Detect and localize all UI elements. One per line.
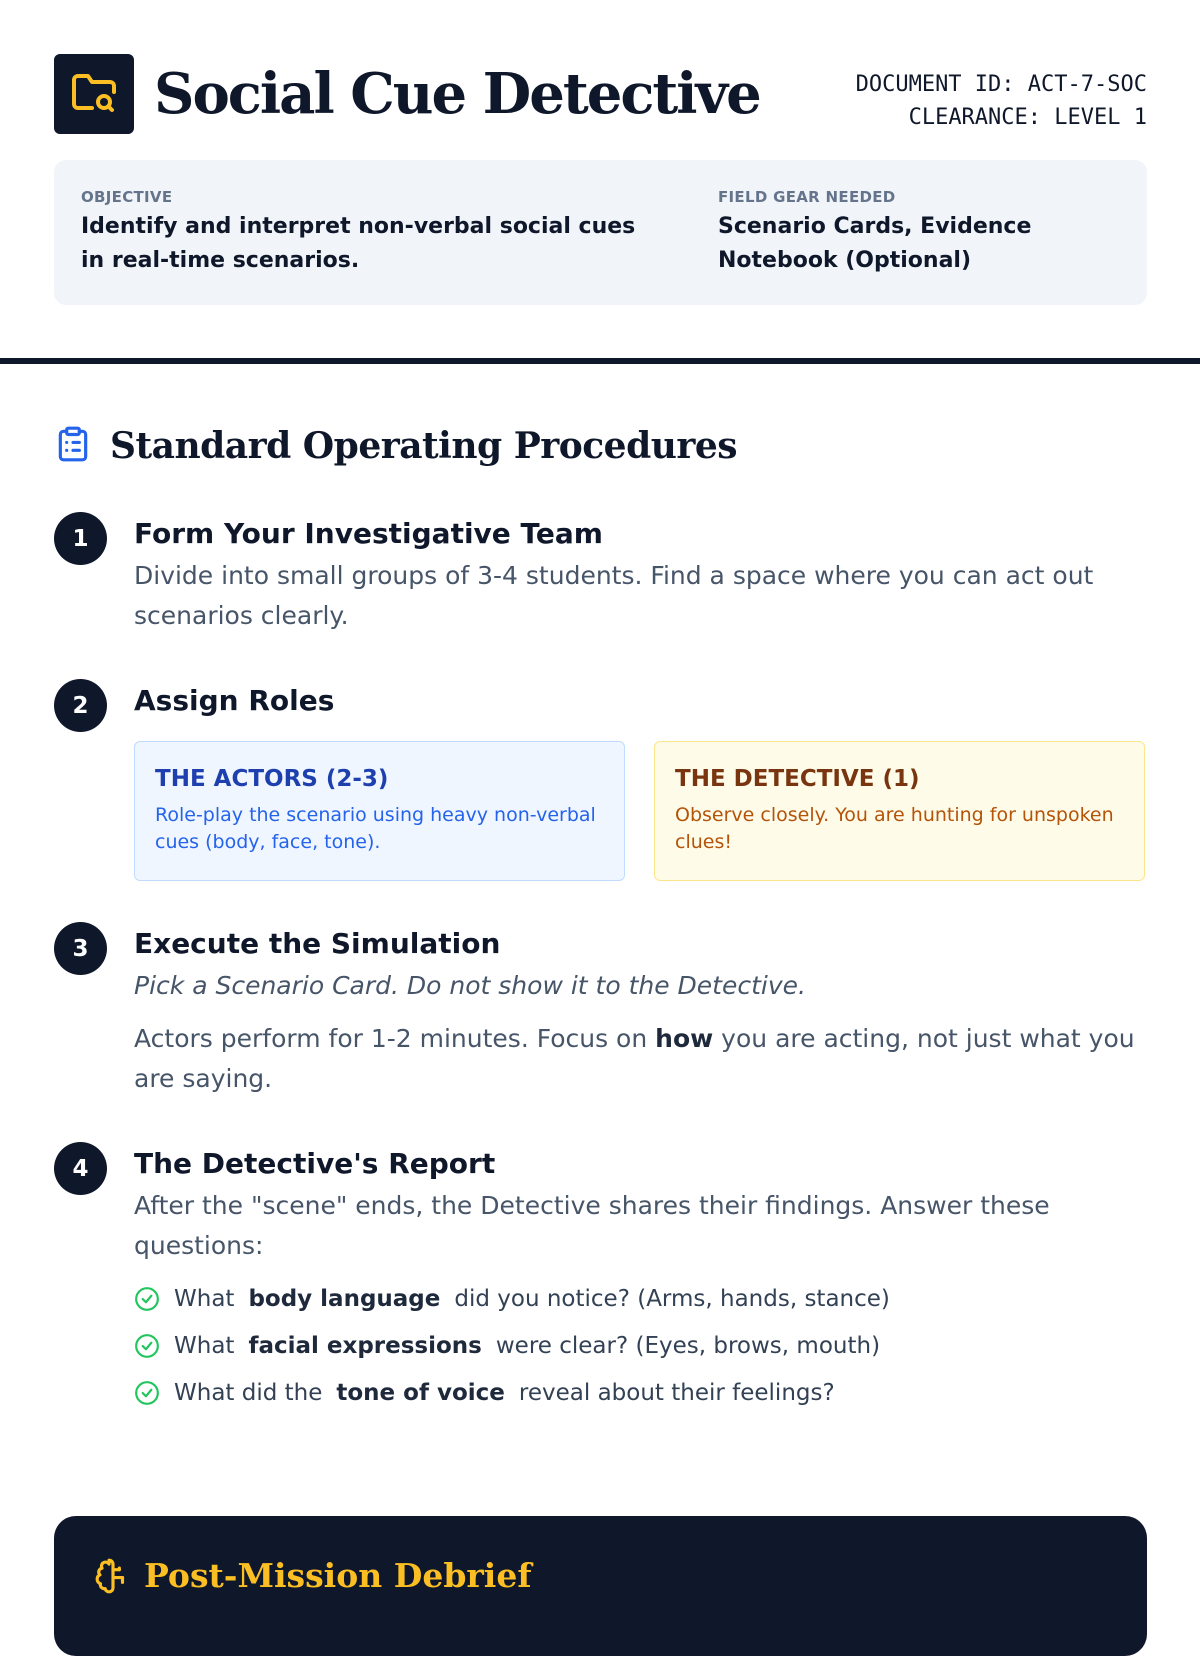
clearance-level: CLEARANCE: LEVEL 1	[908, 105, 1147, 130]
document-meta	[856, 68, 1147, 134]
debrief-title: Post-Mission Debrief	[144, 1556, 532, 1595]
page-title: Social Cue Detective	[154, 61, 760, 127]
step-heading: Assign Roles	[134, 684, 335, 717]
role-card-actors	[134, 741, 625, 881]
step-text: Divide into small groups of 3-4 students. Find a space where you can act out scenarios clearly.	[134, 561, 1094, 630]
document-header	[54, 54, 1147, 134]
document-id: DOCUMENT ID: ACT-7-SOC	[855, 72, 1147, 97]
role-description: Role-play the scenario using heavy non-verbal cues (body, face, tone).	[155, 804, 596, 853]
mission-info-box	[54, 160, 1147, 305]
step-heading: The Detective's Report	[134, 1147, 496, 1180]
objective-label: OBJECTIVE	[81, 188, 173, 206]
step-number: 1	[54, 512, 107, 565]
brain-icon	[94, 1557, 132, 1595]
procedures-heading	[54, 418, 737, 474]
role-description: Observe closely. You are hunting for unspoken clues!	[675, 804, 1114, 853]
step-heading: Form Your Investigative Team	[134, 517, 603, 550]
objective-section	[81, 188, 641, 278]
debrief-panel	[54, 1516, 1147, 1656]
field-gear-text: Scenario Cards, Evidence Notebook (Optional)	[718, 214, 1032, 273]
check-circle-icon	[134, 1333, 160, 1359]
role-title: THE ACTORS (2-3)	[155, 766, 389, 792]
report-question: What body language did you notice? (Arms, hands, stance)	[134, 1279, 890, 1319]
clipboard-list-icon	[54, 424, 92, 468]
step-instruction: Pick a Scenario Card. Do not show it to the Detective.	[134, 971, 806, 1000]
debrief-heading	[94, 1556, 532, 1595]
role-card-detective	[654, 741, 1145, 881]
field-gear-label: FIELD GEAR NEEDED	[718, 188, 896, 206]
step-heading: Execute the Simulation	[134, 927, 501, 960]
folder-search-icon	[54, 54, 134, 134]
check-circle-icon	[134, 1286, 160, 1312]
step-number: 2	[54, 679, 107, 732]
step-number: 3	[54, 922, 107, 975]
step-text: Actors perform for 1-2 minutes. Focus on how you are acting, not just what you are saying.	[134, 1024, 1135, 1093]
field-gear-section	[718, 188, 1118, 278]
role-title: THE DETECTIVE (1)	[675, 766, 920, 792]
step-number: 4	[54, 1142, 107, 1195]
check-circle-icon	[134, 1380, 160, 1406]
report-question: What facial expressions were clear? (Eyes, brows, mouth)	[134, 1326, 880, 1366]
procedures-title: Standard Operating Procedures	[110, 425, 738, 467]
objective-text: Identify and interpret non-verbal social cues in real-time scenarios.	[81, 214, 636, 273]
section-divider	[0, 358, 1200, 364]
step-text: After the "scene" ends, the Detective shares their findings. Answer these questions:	[134, 1191, 1050, 1260]
report-question: What did the tone of voice reveal about their feelings?	[134, 1373, 835, 1413]
